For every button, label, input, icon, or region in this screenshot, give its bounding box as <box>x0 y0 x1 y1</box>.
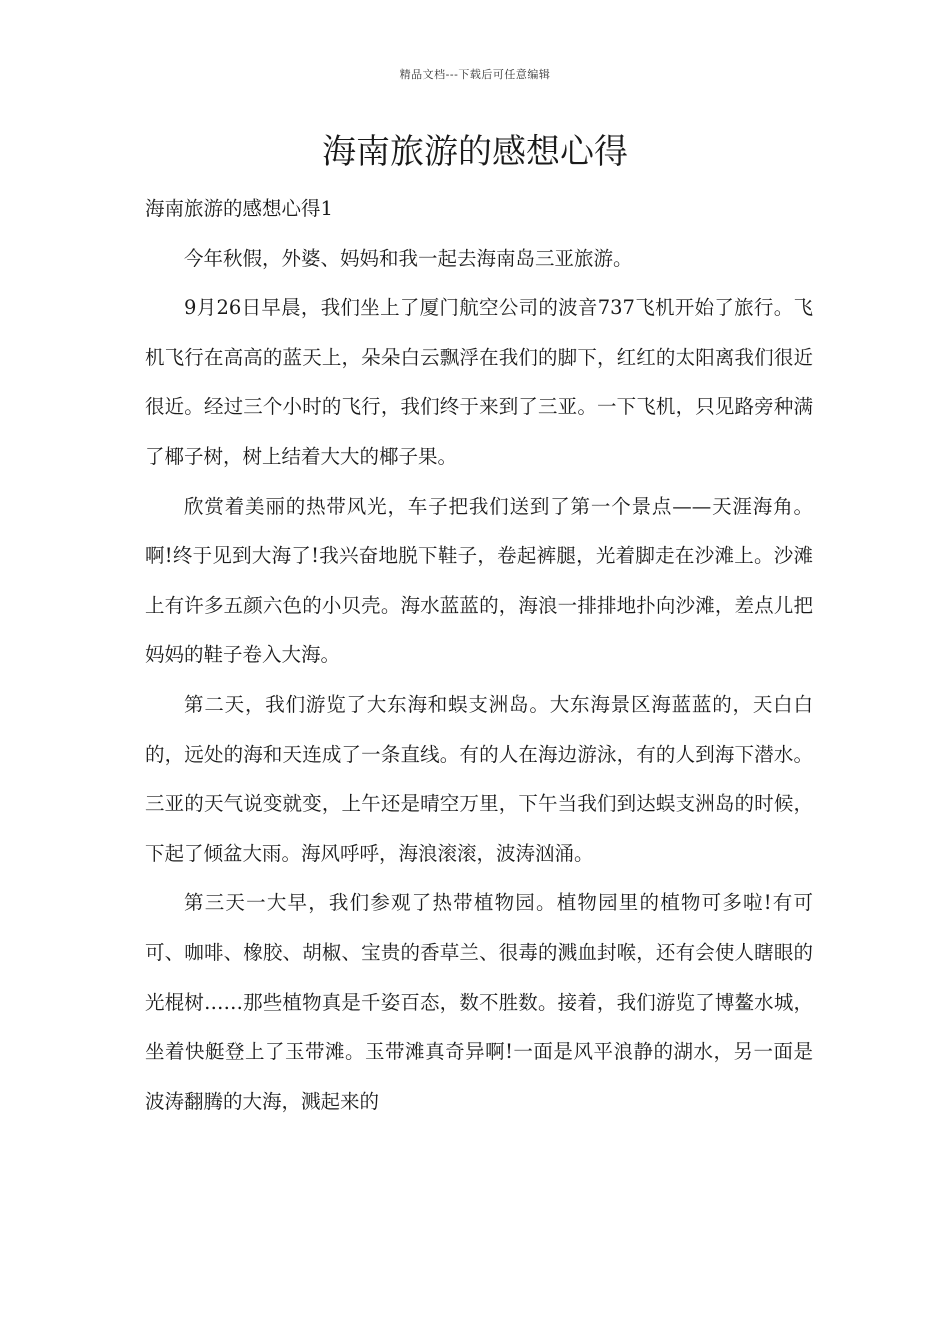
paragraph-3: 欣赏着美丽的热带风光，车子把我们送到了第一个景点——天涯海角。啊!终于见到大海了!我兴奋地脱下鞋子，卷起裤腿，光着脚走在沙滩上。沙滩上有许多五颜六色的小贝壳。海水蓝蓝的，海浪一排排地扑向沙滩，差点儿把妈妈的鞋子卷入大海。 <box>145 494 813 667</box>
paragraph-2: 9月26日早晨，我们坐上了厦门航空公司的波音737飞机开始了旅行。飞机飞行在高高的蓝天上，朵朵白云飘浮在我们的脚下，红红的太阳离我们很近很近。经过三个小时的飞行，我们终于来到了三亚。一下飞机，只见路旁种满了椰子树，树上结着大大的椰子果。 <box>145 296 813 468</box>
header-note: 精品文档---下载后可任意编辑 <box>399 68 551 81</box>
paragraph-5: 第三天一大早，我们参观了热带植物园。植物园里的植物可多啦!有可可、咖啡、橡胶、胡椒、宝贵的香草兰、很毒的溅血封喉，还有会使人瞎眼的光棍树……那些植物真是千姿百态，数不胜数。接着，我们游览了博鳌水城，坐着快艇登上了玉带滩。玉带滩真奇异啊!一面是风平浪静的湖水，另一面是波涛翻腾的大海，溅起来的 <box>145 891 813 1113</box>
document-body <box>145 184 813 1126</box>
paragraph-4: 第二天，我们游览了大东海和蜈支洲岛。大东海景区海蓝蓝的，天白白的，远处的海和天连成了一条直线。有的人在海边游泳，有的人到海下潜水。三亚的天气说变就变，上午还是晴空万里，下午当我们到达蜈支洲岛的时候，下起了倾盆大雨。海风呼呼，海浪滚滚，波涛汹涌。 <box>145 692 813 865</box>
section-subtitle: 海南旅游的感想心得1 <box>145 197 333 220</box>
document-title: 海南旅游的感想心得 <box>322 132 628 172</box>
paragraph-1: 今年秋假，外婆、妈妈和我一起去海南岛三亚旅游。 <box>184 246 633 270</box>
